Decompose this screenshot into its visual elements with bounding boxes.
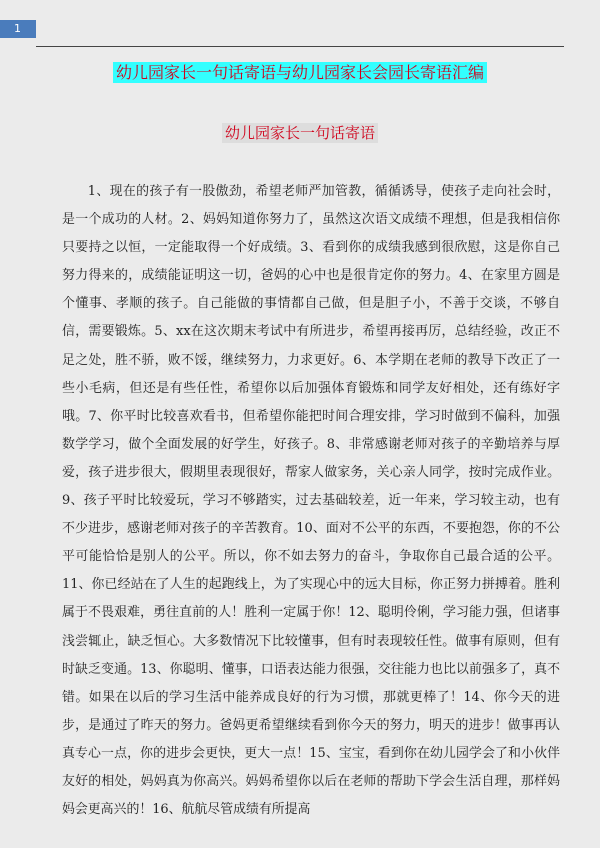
section-title: 幼儿园家长一句话寄语	[222, 123, 378, 143]
header-divider	[36, 46, 564, 47]
section-title-wrapper	[0, 122, 600, 143]
page-number-badge: 1	[0, 20, 36, 38]
document-title: 幼儿园家长一句话寄语与幼儿园家长会园长寄语汇编	[113, 62, 487, 83]
body-paragraph: 1、现在的孩子有一股傲劲，希望老师严加管教，循循诱导，使孩子走向社会时，是一个成功的人材。2、妈妈知道你努力了，虽然这次语文成绩不理想，但是我相信你只要持之以恒，一定能取得一个好成绩。3、看到你的成绩我感到很欣慰，这是你自己努力得来的，成绩能证明这一切，爸妈的心中也是很肯定你的努力。4、在家里方圆是个懂事、孝顺的孩子。自己能做的事情都自己做，但是胆子小，不善于交谈，不够自信，需要锻炼。5、xx在这次期末考试中有所进步，希望再接再厉，总结经验，改正不足之处，胜不骄，败不馁，继续努力，力求更好。6、本学期在老师的教导下改正了一些小毛病，但还是有些任性，希望你以后加强体育锻炼和同学友好相处，还有练好字哦。7、你平时比较喜欢看书，但希望你能把时间合理安排，学习时做到不偏科，加强数学学习，做个全面发展的好学生，好孩子。8、非常感谢老师对孩子的辛勤培养与厚爱，孩子进步很大，假期里表现很好，帮家人做家务，关心亲人同学，按时完成作业。9、孩子平时比较爱玩，学习不够踏实，过去基础较差，近一年来，学习较主动，也有不少进步，感谢老师对孩子的辛苦教育。10、面对不公平的东西，不要抱怨，你的不公平可能恰恰是别人的公平。所以，你不如去努力的奋斗，争取你自己最合适的公平。11、你已经站在了人生的起跑线上，为了实现心中的远大目标，你正努力拼搏着。胜利属于不畏艰难，勇往直前的人！胜利一定属于你！12、聪明伶俐，学习能力强，但诸事浅尝辄止，缺乏恒心。大多数情况下比较懂事，但有时表现较任性。做事有原则，但有时缺乏变通。13、你聪明、懂事，口语表达能力很强，交往能力也比以前强多了，真不错。如果在以后的学习生活中能养成良好的行为习惯，那就更棒了！14、你今天的进步，是通过了昨天的努力。爸妈更希望继续看到你今天的努力，明天的进步！做事再认真专心一点，你的进步会更快，更大一点！15、宝宝，看到你在幼儿园学会了和小伙伴友好的相处，妈妈真为你高兴。妈妈希望你以后在老师的帮助下学会生活自理，那样妈妈会更高兴的！16、航航尽管成绩有所提高	[62, 184, 560, 818]
document-title-wrapper	[0, 60, 600, 83]
